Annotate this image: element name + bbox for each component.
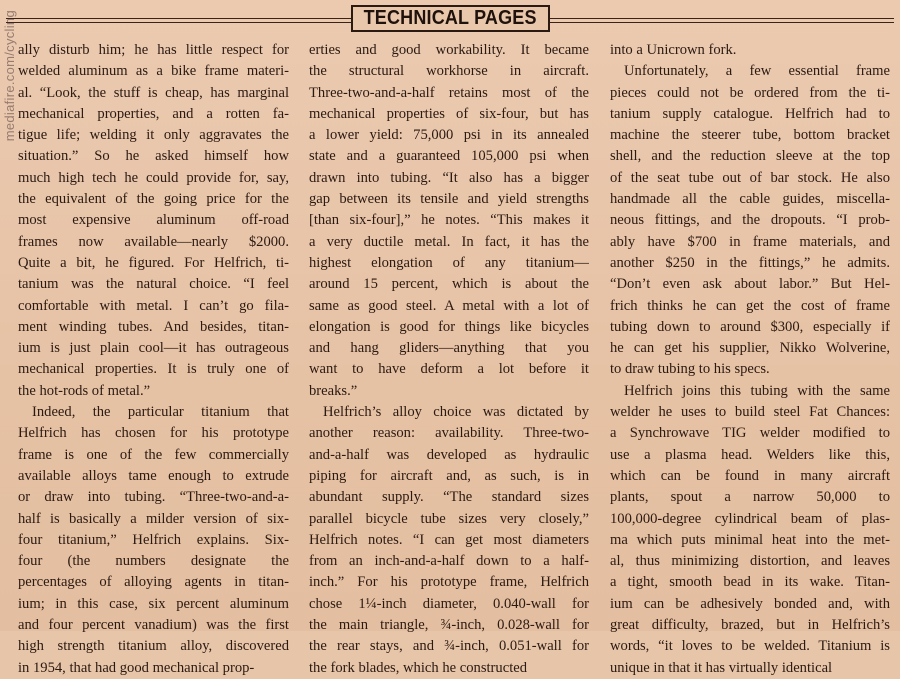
text-line: into a Unicrown fork.: [610, 42, 737, 58]
text-line: ium; in this case, six percent aluminum: [18, 595, 289, 612]
text-line: a tight, smooth bead in its wake. Titan-: [610, 574, 890, 591]
text-column-3: [610, 40, 890, 679]
text-line: inch.” For his prototype frame, Helfrich: [309, 574, 589, 591]
text-line: Helfrich notes. “I can get most diameters: [309, 531, 589, 548]
text-line: great difficulty, brazed, but in Helfrich’s: [610, 617, 890, 634]
watermark: [0, 10, 18, 220]
text-line: ma which puts minimal heat into the met-: [610, 531, 890, 548]
text-line: al. “Look, the stuff is cheap, has marginal: [18, 84, 289, 101]
text-line: four (the numbers designate the: [18, 553, 289, 570]
text-line: which can be found in many aircraft: [610, 467, 890, 484]
text-line: piping for aircraft and, as such, is in: [309, 467, 589, 484]
text-line: ment winding tubes. And besides, titan-: [18, 318, 289, 335]
text-line: the rear stays, and ¾-inch, 0.051-wall for: [309, 638, 589, 655]
section-title: TECHNICAL PAGES: [363, 7, 538, 29]
text-line: half is basically a milder version of six-: [18, 510, 289, 527]
text-line: much high tech he could provide for, say,: [18, 169, 289, 186]
text-line: breaks.”: [309, 382, 358, 399]
text-line: words, “it loves to be welded. Titanium is: [610, 638, 890, 655]
text-line: the equivalent of the going price for the: [18, 191, 289, 208]
text-line: high strength titanium alloy, discovered: [18, 638, 289, 655]
text-line: ium is just plain cool—it has outrageous: [18, 340, 289, 357]
text-line: gap between its tensile and yield strengths: [309, 191, 589, 208]
text-line: to draw tubing to his specs.: [610, 361, 770, 378]
text-line: plants, spout a narrow 50,000 to: [610, 489, 890, 506]
text-line: situation.” So he asked himself how: [18, 148, 289, 165]
text-line: frich thinks he can get the cost of frame: [610, 297, 890, 314]
text-line: Three-two-and-a-half retains most of the: [309, 84, 589, 101]
text-line: drawn into tubing. “It also has a bigger: [309, 169, 589, 186]
text-line: from an inch-and-a-half down to a half-: [309, 553, 589, 570]
text-line: and-a-half was developed as hydraulic: [309, 446, 589, 463]
text-line: or draw into tubing. “Three-two-and-a-: [18, 489, 289, 506]
text-line: unique in that it has virtually identical: [610, 659, 833, 676]
text-line: of the seat tube out of bar stock. He also: [610, 169, 890, 186]
text-line: comfortable with metal. I can’t go fila-: [18, 297, 289, 314]
text-line: Helfrich joins this tubing with the same: [624, 382, 890, 399]
text-line: Indeed, the particular titanium that: [32, 404, 289, 421]
text-line: most expensive aluminum off-road: [18, 212, 289, 229]
text-line: “Don’t even ask about labor.” But Hel-: [610, 276, 890, 293]
text-line: 100,000-degree cylindrical beam of plas-: [610, 510, 890, 527]
text-line: the structural workhorse in aircraft.: [309, 63, 589, 80]
text-line: erties and good workability. It became: [309, 42, 589, 58]
text-line: frame is one of the few commercially: [18, 446, 289, 463]
text-line: tubing down to around $300, especially if: [610, 318, 890, 335]
text-line: abundant supply. “The standard sizes: [309, 489, 589, 506]
text-line: handmade all the cable guides, miscella-: [610, 191, 890, 208]
text-line: tanium was the natural choice. “I feel: [18, 276, 289, 293]
text-line: elongation is good for things like bicycles: [309, 318, 589, 335]
text-line: same as good steel. A metal with a lot of: [309, 297, 589, 314]
text-line: mechanical properties. It is truly one of: [18, 361, 289, 378]
text-line: and hang gliders—anything that you: [309, 340, 589, 357]
text-line: a very ductile metal. In fact, it has the: [309, 233, 589, 250]
text-line: a lower yield: 75,000 psi in its annealed: [309, 127, 589, 144]
text-line: tigue life; welding it only aggravates the: [18, 127, 289, 144]
text-line: tanium supply catalogue. Helfrich had to: [610, 105, 890, 122]
text-line: around 15 percent, which is about the: [309, 276, 589, 293]
text-line: Helfrich has chosen for his prototype: [18, 425, 289, 442]
text-line: highest elongation of any titanium—: [309, 254, 589, 271]
text-line: use a plasma head. Welders like this,: [610, 446, 890, 463]
text-line: machine the steerer tube, bottom bracket: [610, 127, 890, 144]
text-line: ium can be adhesively bonded and, with: [610, 595, 890, 612]
text-line: percentages of alloying agents in titan-: [18, 574, 289, 591]
watermark-text: mediafire.com/cycling: [2, 10, 17, 142]
text-line: al, thus minimizing distortion, and leaves: [610, 553, 890, 570]
text-line: Helfrich’s alloy choice was dictated by: [323, 404, 589, 421]
text-line: welded aluminum as a bike frame materi-: [18, 63, 289, 80]
text-line: ally disturb him; he has little respect for: [18, 42, 289, 58]
text-line: want to have deform a lot before it: [309, 361, 589, 378]
text-line: the fork blades, which he constructed: [309, 659, 528, 676]
text-column-1: [18, 40, 289, 679]
text-line: in 1954, that had good mechanical prop-: [18, 659, 255, 676]
text-line: frames now available—nearly $2000.: [18, 233, 289, 250]
text-line: a Synchrowave TIG welder modified to: [610, 425, 890, 442]
text-column-2: [309, 40, 589, 679]
text-line: neous fittings, and the dropouts. “I prob-: [610, 212, 890, 229]
text-line: he can get his supplier, Nikko Wolverine,: [610, 340, 890, 357]
text-line: and four percent vanadium) was the first: [18, 617, 289, 634]
text-line: [than six-four],” he notes. “This makes it: [309, 212, 589, 229]
text-line: parallel bicycle tube sizes very closely,”: [309, 510, 589, 527]
text-line: welder he uses to build steel Fat Chances:: [610, 404, 890, 421]
text-line: pieces could not be ordered from the ti-: [610, 84, 890, 101]
text-line: shell, and the reduction sleeve at the top: [610, 148, 890, 165]
text-line: chose 1¼-inch diameter, 0.040-wall for: [309, 595, 589, 612]
text-line: another $250 in the fittings,” he admits.: [610, 254, 890, 271]
text-line: four titanium,” Helfrich explains. Six-: [18, 531, 289, 548]
text-line: ably have $700 in frame materials, and: [610, 233, 890, 250]
text-line: mechanical properties of six-four, but has: [309, 105, 589, 122]
text-line: available alloys tame enough to extrude: [18, 467, 289, 484]
text-line: Quite a bit, he figured. For Helfrich, ti-: [18, 254, 289, 271]
text-line: state and a guaranteed 105,000 psi when: [309, 148, 589, 165]
text-line: Unfortunately, a few essential frame: [624, 63, 890, 80]
text-line: the main triangle, ¾-inch, 0.028-wall for: [309, 617, 589, 634]
section-header: [351, 5, 550, 32]
text-line: another reason: availability. Three-two-: [309, 425, 589, 442]
text-line: the hot-rods of metal.”: [18, 382, 151, 399]
text-line: mechanical properties, and a rotten fa-: [18, 105, 289, 122]
